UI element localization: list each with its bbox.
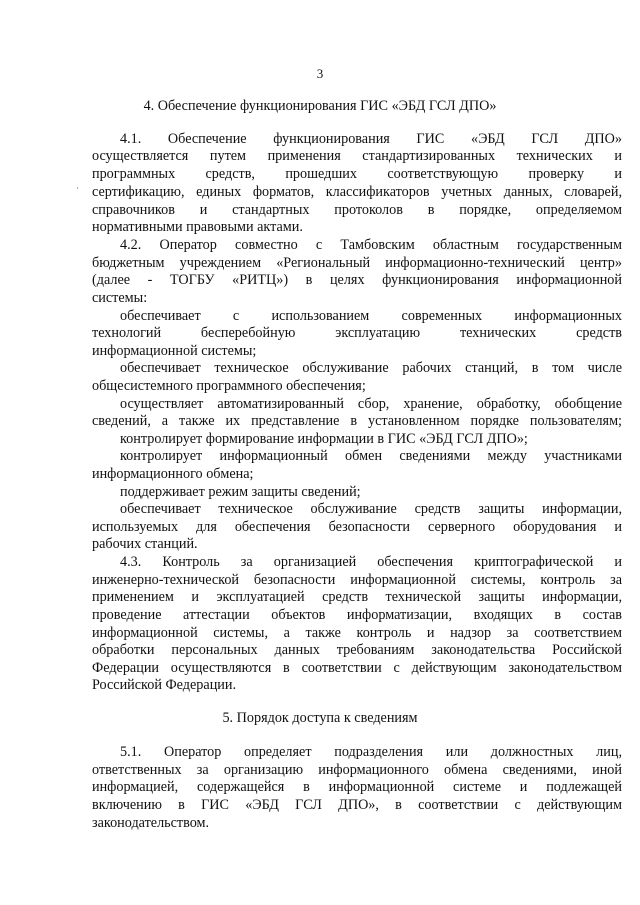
list-item-line: обеспечивает техническое обслуживание средств защиты информации, — [120, 501, 622, 517]
paragraph-line: (далее - ТОГБУ «РИТЦ») в целях функционирования информационной — [92, 272, 622, 288]
list-item-line: общесистемного программного обеспечения; — [92, 378, 366, 394]
paragraph-line: нормативными правовыми актами. — [92, 219, 303, 235]
paragraph-line: включению в ГИС «ЭБД ГСЛ ДПО», в соответствии с действующим — [92, 797, 622, 813]
paragraph-line: информацией, содержащейся в информационной системе и подлежащей — [92, 779, 622, 795]
list-item-line: рабочих станций. — [92, 536, 198, 552]
section-5-heading: 5. Порядок доступа к сведениям — [222, 710, 418, 726]
paragraph-line: осуществляется путем применения стандартизированных технических и — [92, 148, 622, 164]
paragraph-line: Российской Федерации. — [92, 677, 237, 693]
paragraph-line: сертификацию, единых форматов, классификаторов учетных данных, словарей, — [92, 184, 622, 200]
list-item-line: используемых для обеспечения безопасности серверного оборудования и — [92, 519, 622, 535]
paragraph-line: обработки персональных данных требованиям законодательства Российской — [92, 642, 622, 658]
paragraph-line: законодательством. — [92, 815, 210, 831]
list-item-line: сведений, а также их представление в установленном порядке пользователям; — [92, 413, 622, 429]
paragraph-line: 5.1. Оператор определяет подразделения или должностных лиц, — [120, 744, 622, 760]
list-item-line: технологий бесперебойную эксплуатацию технических средств — [92, 325, 622, 341]
margin-mark: · — [76, 183, 79, 193]
list-item-line: контролирует формирование информации в ГИС «ЭБД ГСЛ ДПО»; — [120, 431, 528, 447]
paragraph-line: ответственных за организацию информационного обмена сведениями, иной — [92, 762, 622, 778]
paragraph-line: информационной системы, а также контроль и надзор за соответствием — [92, 625, 622, 641]
list-item-line: контролирует информационный обмен сведениями между участниками — [120, 448, 622, 464]
paragraph-line: инженерно-технической безопасности информационной системы, контроль за — [92, 572, 622, 588]
list-item-line: поддерживает режим защиты сведений; — [120, 484, 361, 500]
paragraph-line: применением и эксплуатацией средств технической защиты информации, — [92, 589, 622, 605]
paragraph-line: 4.1. Обеспечение функционирования ГИС «ЭБД ГСЛ ДПО» — [120, 131, 622, 147]
list-item-line: осуществляет автоматизированный сбор, хранение, обработку, обобщение — [120, 396, 622, 412]
paragraph-line: справочников и стандартных протоколов в порядке, определяемом — [92, 202, 622, 218]
list-item-line: информационной системы; — [92, 343, 257, 359]
list-item-line: обеспечивает с использованием современных информационных — [120, 308, 622, 324]
paragraph-line: Федерации осуществляются в соответствии с действующим законодательством — [92, 660, 622, 676]
paragraph-line: системы: — [92, 290, 148, 306]
list-item-line: информационного обмена; — [92, 466, 254, 482]
section-4-heading: 4. Обеспечение функционирования ГИС «ЭБД ГСЛ ДПО» — [143, 98, 497, 114]
paragraph-line: 4.3. Контроль за организацией обеспечения криптографической и — [120, 554, 622, 570]
paragraph-line: проведение аттестации объектов информатизации, входящих в состав — [92, 607, 622, 623]
page-number: 3 — [316, 66, 324, 81]
list-item-line: обеспечивает техническое обслуживание рабочих станций, в том числе — [120, 360, 622, 376]
paragraph-line: 4.2. Оператор совместно с Тамбовским областным государственным — [120, 237, 622, 253]
paragraph-line: программных средств, прошедших соответствующую проверку и — [92, 166, 622, 182]
paragraph-line: бюджетным учреждением «Региональный информационно-технический центр» — [92, 255, 622, 271]
